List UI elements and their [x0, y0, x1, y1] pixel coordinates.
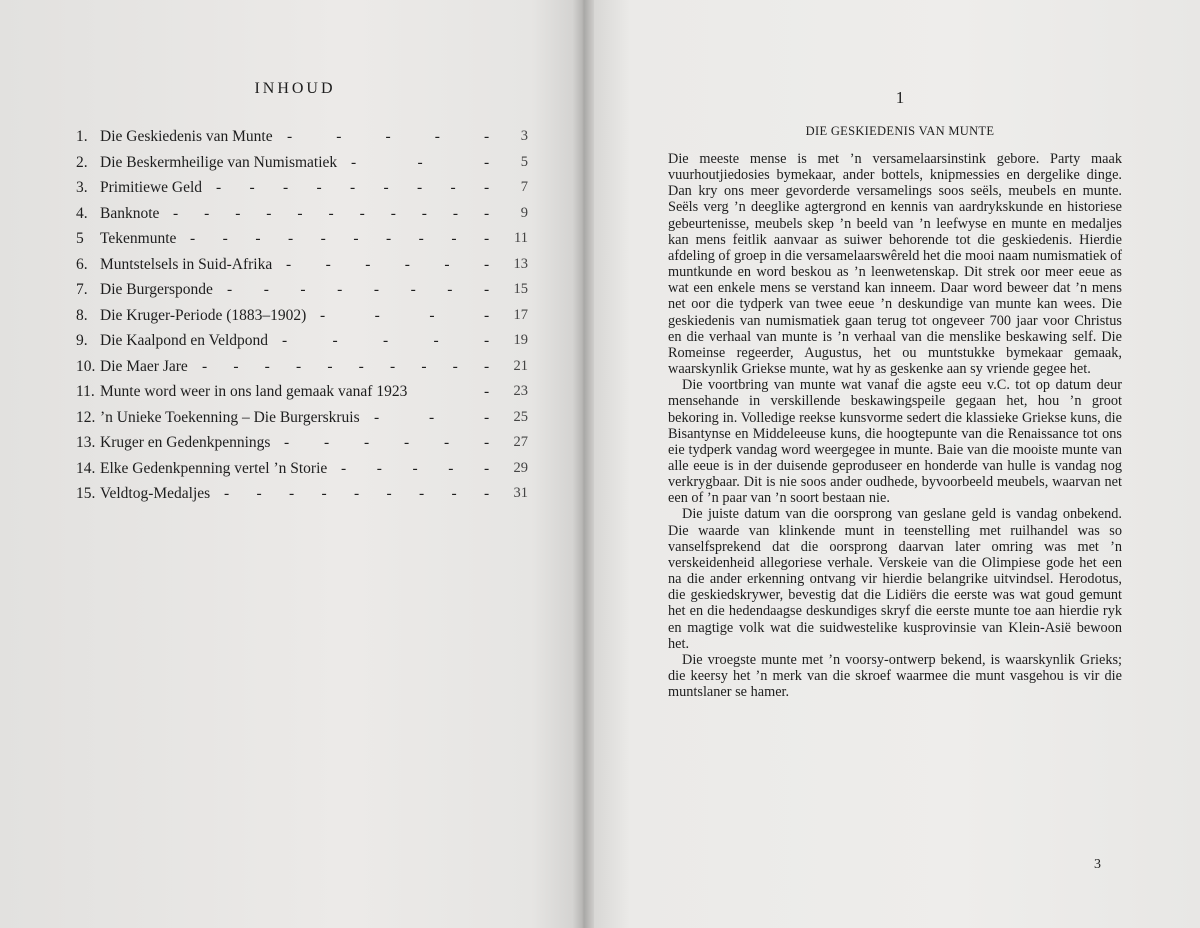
toc-entry-title: ’n Unieke Toekenning – Die Burgerskruis	[100, 408, 360, 426]
chapter-title: DIE GESKIEDENIS VAN MUNTE	[805, 124, 995, 138]
toc-entry-number: 3.	[76, 179, 88, 196]
toc-entry: 12. ’n Unieke Toekenning – Die Burgerskruis - - - 25	[76, 405, 528, 431]
toc-entry: 4. Banknote - - - - - - - - - - - 9	[76, 201, 528, 227]
toc-entry-title: Veldtog-Medaljes	[100, 485, 211, 502]
toc-entry-page: 3	[520, 128, 528, 144]
toc-entry-number: 9.	[76, 332, 88, 349]
toc-entry: 7. Die Burgersponde - - - - - - - - 15	[76, 277, 528, 303]
toc-entry-number: 13.	[76, 434, 96, 451]
toc-entry-number: 12.	[76, 408, 96, 426]
toc-entry-title: Elke Gedenkpenning vertel ’n Storie	[100, 459, 328, 477]
toc-entry-title: Muntstelsels in Suid-Afrika	[100, 255, 273, 273]
toc-entry-page: 7	[520, 179, 528, 195]
toc-entry: 11. Munte word weer in ons land gemaak vanaf 1923 - 23	[76, 379, 528, 405]
page-number: 3	[1094, 857, 1101, 872]
toc-entry-number: 4.	[76, 204, 88, 222]
toc-entry: 5 Tekenmunte - - - - - - - - - - 11	[76, 226, 528, 252]
paragraph-1: Die meeste mense is met ’n versamelaarsinstink gebore. Party maak vuurhoutjiedosies bymekaar, ander bottels, knipmessies en dergelike dinge. Dan kry ons meer gevorderde versamelings soos seëls, meubels en munte. Seëls verg ’n deeglike agtergrond en kennis van aardrykskunde en historiese gebeurtenisse, meubels skep ’n beeld van ’n leefwyse en munte en medaljes kan mens feitlik aanvaar as suiwer behorende tot die geskiedenis. Hierdie afdeling of groep in die versamelaarswêreld het die mooi naam numismatiek of muntkunde en word beskou as ’n leenwetenskap. Dit strek oor meer eeue as wat een enkele mens se verstand kan inneem. Daar word beweer dat ’n mens net oor die tydperk van twee eeue ’n deskundige van munte kan wees. Die geskiedenis van numismatiek gaan terug tot ongeveer 700 jaar voor Christus en die verhaal van munte is ’n verhaal van die menslike beskawing self. Die Romeinse regeerder, Augustus, het ou muntstukke bymekaar gemaak, waarskynlik Griekse munte, wat hy as geskenke aan sy vriende gegee het.	[668, 151, 1122, 378]
toc-entry: 1. Die Geskiedenis van Munte - - - - - 3	[76, 124, 528, 150]
toc-entry: 2. Die Beskermheilige van Numismatiek - - - 5	[76, 150, 528, 176]
toc-entry-title: Munte word weer in ons land gemaak vanaf 1923	[100, 383, 408, 400]
toc-entry: 13. Kruger en Gedenkpennings - - - - - - 27	[76, 430, 528, 456]
toc-entry-number: 15.	[76, 485, 96, 502]
toc-entry-number: 7.	[76, 281, 88, 298]
toc-entry-page: 17	[513, 306, 528, 323]
toc-entry-number: 6.	[76, 255, 88, 273]
toc-entry-title: Die Kaalpond en Veldpond	[100, 332, 269, 349]
toc-entry-page: 19	[513, 332, 528, 348]
toc-entry-title: Die Geskiedenis van Munte	[100, 128, 273, 145]
toc-entry-number: 2.	[76, 153, 88, 171]
toc-entry-title: Die Maer Jare	[100, 357, 188, 375]
toc-entry-title: Tekenmunte	[100, 230, 177, 247]
toc-entry-title: Die Beskermheilige van Numismatiek	[100, 153, 338, 171]
toc-entry-page: 15	[513, 281, 528, 297]
toc-entry-page: 21	[513, 357, 528, 374]
toc-entry: 9. Die Kaalpond en Veldpond - - - - - 19	[76, 328, 528, 354]
toc-entry: 14. Elke Gedenkpenning vertel ’n Storie - - - - - 29	[76, 456, 528, 482]
left-page	[0, 0, 578, 928]
toc-entry-page: 11	[514, 230, 528, 246]
chapter-body	[668, 151, 1122, 700]
paragraph-3: Die juiste datum van die oorsprong van geslane geld is vandag onbekend. Die waarde van klinkende munt in teenstelling met ruilhandel was so vanselfsprekend dat die oorsprong daarvan later omring was met ’n verskeidenheid allegoriese verhale. Verskeie van die Olimpiese gode het een na die ander erkenning ontvang vir hierdie belangrike uitvindsel. Herodotus, die geskiedskrywer, bevestig dat die Lidiërs die eerste was wat goud gemunt het en die hedendaagse deskundiges skryf die eerste munte toe aan hierdie ryk en magtige volk wat die suidwestelike kusprovinsie van Klein-Asië bewoon het.	[668, 506, 1122, 652]
toc-entry: 6. Muntstelsels in Suid-Afrika - - - - - - 13	[76, 252, 528, 278]
toc-entry: 3. Primitiewe Geld - - - - - - - - - 7	[76, 175, 528, 201]
paragraph-4: Die vroegste munte met ’n voorsy-ontwerp bekend, is waarskynlik Grieks; die keersy het ’n merk van die skroef waarmee die munt vasgehou is vir die muntslaner se hamer.	[668, 651, 1122, 701]
toc-entry-title: Primitiewe Geld	[100, 179, 203, 196]
toc-entry-page: 5	[520, 153, 528, 170]
toc-entry-title: Die Burgersponde	[100, 281, 213, 298]
toc-entry-page: 23	[513, 383, 528, 399]
toc-entry-page: 27	[513, 434, 528, 450]
toc-entry-number: 5	[76, 230, 84, 247]
book-gutter	[572, 0, 594, 928]
toc-entry-number: 8.	[76, 306, 88, 324]
toc-heading: INHOUD	[254, 80, 336, 97]
toc-entry-number: 11.	[76, 383, 95, 400]
toc-entry-page: 31	[513, 485, 528, 501]
toc-entry: 8. Die Kruger-Periode (1883–1902) - - - - 17	[76, 303, 528, 329]
toc-entry-page: 25	[513, 408, 528, 425]
toc-list	[76, 124, 528, 507]
toc-entry-page: 9	[520, 204, 528, 221]
toc-entry-title: Banknote	[100, 204, 160, 222]
toc-entry: 15. Veldtog-Medaljes - - - - - - - - - 31	[76, 481, 528, 507]
toc-entry-number: 1.	[76, 128, 88, 145]
toc-entry-title: Die Kruger-Periode (1883–1902)	[100, 306, 307, 324]
toc-entry-number: 14.	[76, 459, 96, 477]
toc-entry-page: 13	[513, 255, 528, 272]
paragraph-2: Die voortbring van munte wat vanaf die agste eeu v.C. tot op datum deur mensehande in verskillende beskawingspeile gegaan het, hou ’n groot bekoring in. Volledige reekse kunsvorme sedert die klassieke Griekse kuns, die Bisantynse en Middeleeuse kuns, die hoogtepunte van die Renaissance tot ons eie tydperk vandag word weergegee in munte. Baie van die mooiste munte van alle eeue is in der duisende geproduseer en honderde van hulle is vandag nog verkrygbaar. Dit is nie soos ander oudhede, byvoorbeeld meubels, waarvan net een of ’n paar van ’n soort bestaan nie.	[668, 377, 1122, 507]
chapter-number: 1	[895, 88, 905, 107]
toc-entry: 10. Die Maer Jare - - - - - - - - - - 21	[76, 354, 528, 380]
toc-entry-number: 10.	[76, 357, 96, 375]
toc-entry-title: Kruger en Gedenkpennings	[100, 434, 271, 451]
toc-entry-page: 29	[513, 459, 528, 476]
